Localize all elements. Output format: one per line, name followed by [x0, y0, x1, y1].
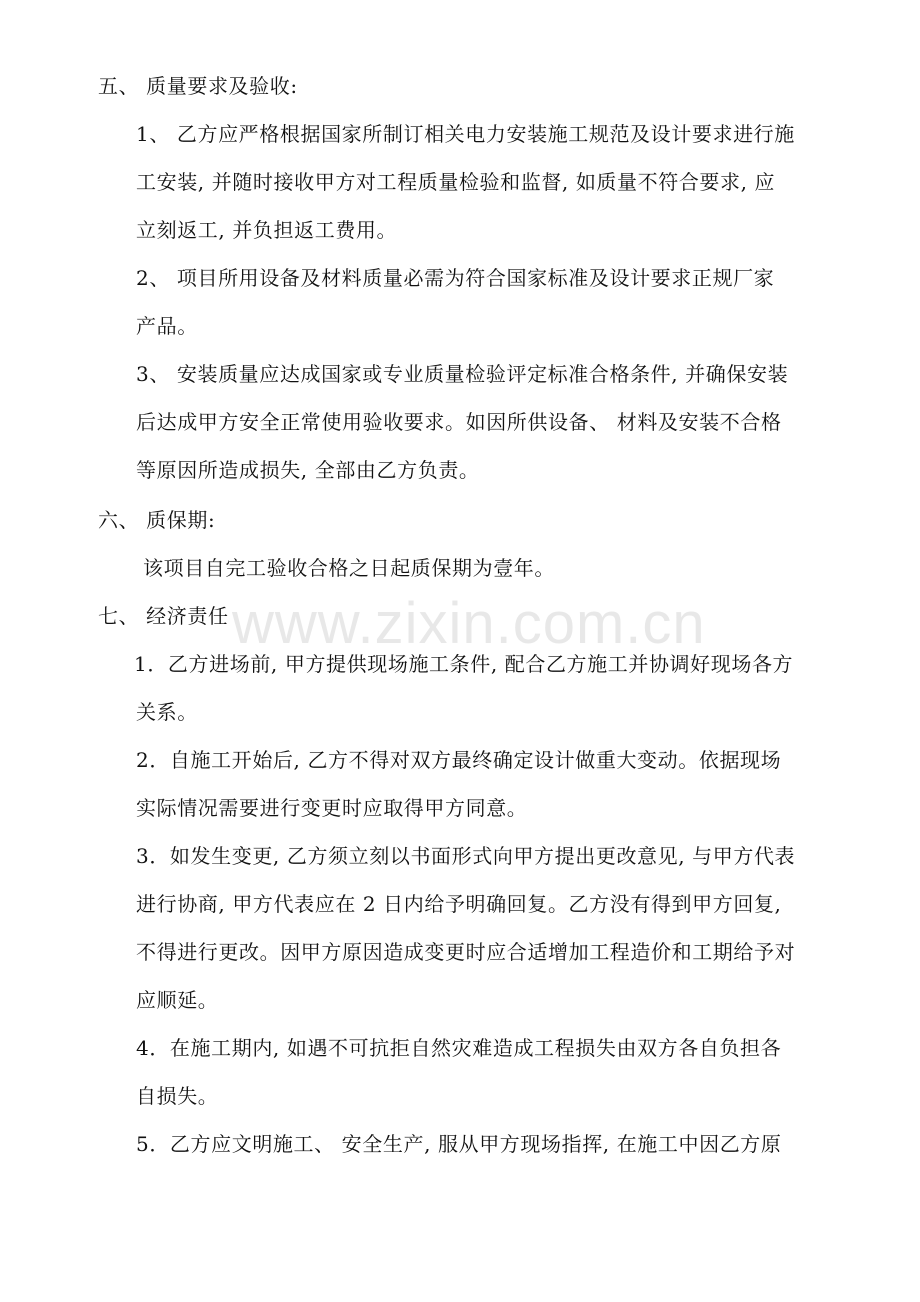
paragraph-line: 3．如发生变更, 乙方须立刻以书面形式向甲方提出更改意见, 与甲方代表 — [136, 844, 796, 868]
section-7-heading: 七、 经济责任 — [98, 604, 229, 628]
paragraph-line: 应顺延。 — [136, 988, 219, 1012]
paragraph-line: 立刻返工, 并负担返工费用。 — [136, 218, 398, 242]
paragraph-line: 后达成甲方安全正常使用验收要求。如因所供设备、 材料及安装不合格 — [136, 410, 782, 434]
paragraph-line: 实际情况需要进行变更时应取得甲方同意。 — [136, 796, 528, 820]
section-6-heading: 六、 质保期: — [98, 508, 216, 532]
paragraph-line: 关系。 — [136, 700, 198, 724]
paragraph-line: 2、 项目所用设备及材料质量必需为符合国家标准及设计要求正规厂家 — [136, 266, 775, 290]
paragraph-line: 3、 安装质量应达成国家或专业质量检验评定标准合格条件, 并确保安装 — [136, 362, 789, 386]
paragraph-line: 2．自施工开始后, 乙方不得对双方最终确定设计做重大变动。依据现场 — [136, 748, 782, 772]
paragraph-line: 该项目自完工验收合格之日起质保期为壹年。 — [143, 556, 555, 580]
watermark: www.zixin.com.cn — [232, 591, 706, 656]
paragraph-line: 5．乙方应文明施工、 安全生产, 服从甲方现场指挥, 在施工中因乙方原 — [136, 1132, 782, 1156]
paragraph-line: 产品。 — [136, 314, 198, 338]
paragraph-line: 1、 乙方应严格根据国家所制订相关电力安装施工规范及设计要求进行施 — [136, 122, 795, 146]
paragraph-line: 进行协商, 甲方代表应在 2 日内给予明确回复。乙方没有得到甲方回复, — [136, 892, 782, 916]
section-5-heading: 五、 质量要求及验收: — [98, 74, 298, 98]
paragraph-line: 4．在施工期内, 如遇不可抗拒自然灾难造成工程损失由双方各自负担各 — [136, 1036, 782, 1060]
paragraph-line: 工安装, 并随时接收甲方对工程质量检验和监督, 如质量不符合要求, 应 — [136, 170, 776, 194]
paragraph-line: 等原因所造成损失, 全部由乙方负责。 — [136, 458, 480, 482]
paragraph-line: 1．乙方进场前, 甲方提供现场施工条件, 配合乙方施工并协调好现场各方 — [134, 652, 794, 676]
paragraph-line: 自损失。 — [136, 1084, 219, 1108]
paragraph-line: 不得进行更改。因甲方原因造成变更时应合适增加工程造价和工期给予对 — [136, 940, 796, 964]
